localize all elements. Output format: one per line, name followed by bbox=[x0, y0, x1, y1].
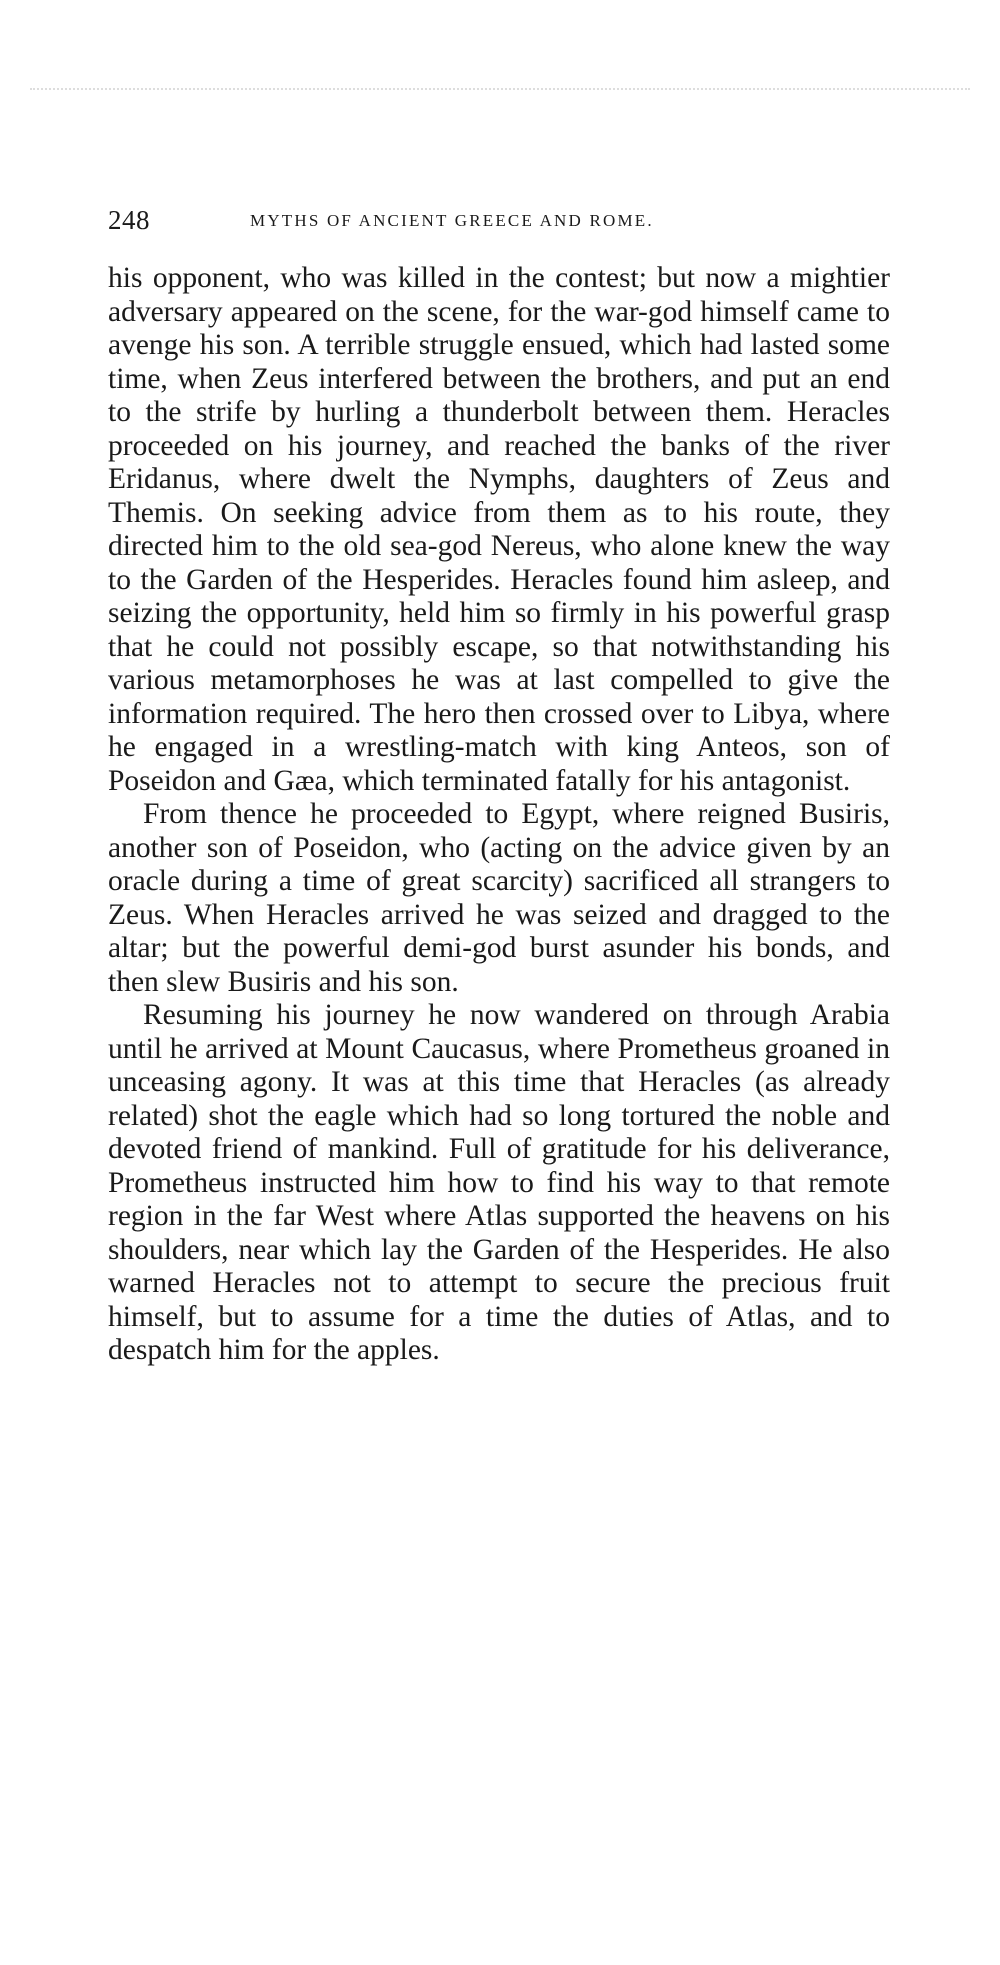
paragraph-2: From thence he proceeded to Egypt, where reigned Busiris, another son of Poseidon, who (acting on the advice given by an oracle during a time of great scarcity) sacrificed all strangers to Zeus. When Heracles arrived he was seized and dragged to the altar; but the powerful demi-god burst asunder his bonds, and then slew Busiris and his son. bbox=[108, 798, 890, 998]
paragraph-1: his opponent, who was killed in the contest; but now a mightier adversary appeared on the scene, for the war-god himself came to avenge his son. A terrible struggle ensued, which had lasted some time, when Zeus interfered between the brothers, and put an end to the strife by hurling a thunderbolt between them. Heracles proceeded on his journey, and reached the banks of the river Eridanus, where dwelt the Nymphs, daughters of Zeus and Themis. On seeking advice from them as to his route, they directed him to the old sea-god Nereus, who alone knew the way to the Garden of the Hesperides. Heracles found him asleep, and seizing the opportunity, held him so firmly in his powerful grasp that he could not possibly escape, so that notwithstanding his various metamorphoses he was at last compelled to give the information required. The hero then crossed over to Libya, where he engaged in a wrestling-match with king Anteos, son of Poseidon and Gæa, which terminated fatally for his antagonist. bbox=[108, 262, 890, 797]
scan-artifact-line bbox=[30, 88, 970, 96]
running-head: MYTHS OF ANCIENT GREECE AND ROME. bbox=[250, 211, 654, 230]
paragraph-3: Resuming his journey he now wandered on through Arabia until he arrived at Mount Caucasus, where Prometheus groaned in unceasing agony. It was at this time that Heracles (as already related) shot the eagle which had so long tortured the noble and devoted friend of mankind. Full of gratitude for his deliverance, Prometheus instructed him how to find his way to that remote region in the far West where Atlas supported the heavens on his shoulders, near which lay the Garden of the Hesperides. He also warned Heracles not to attempt to secure the precious fruit himself, but to assume for a time the duties of Atlas, and to despatch him for the apples. bbox=[108, 999, 890, 1366]
page-header bbox=[108, 205, 890, 245]
body-text bbox=[108, 262, 890, 1368]
page-number: 248 bbox=[108, 205, 150, 235]
